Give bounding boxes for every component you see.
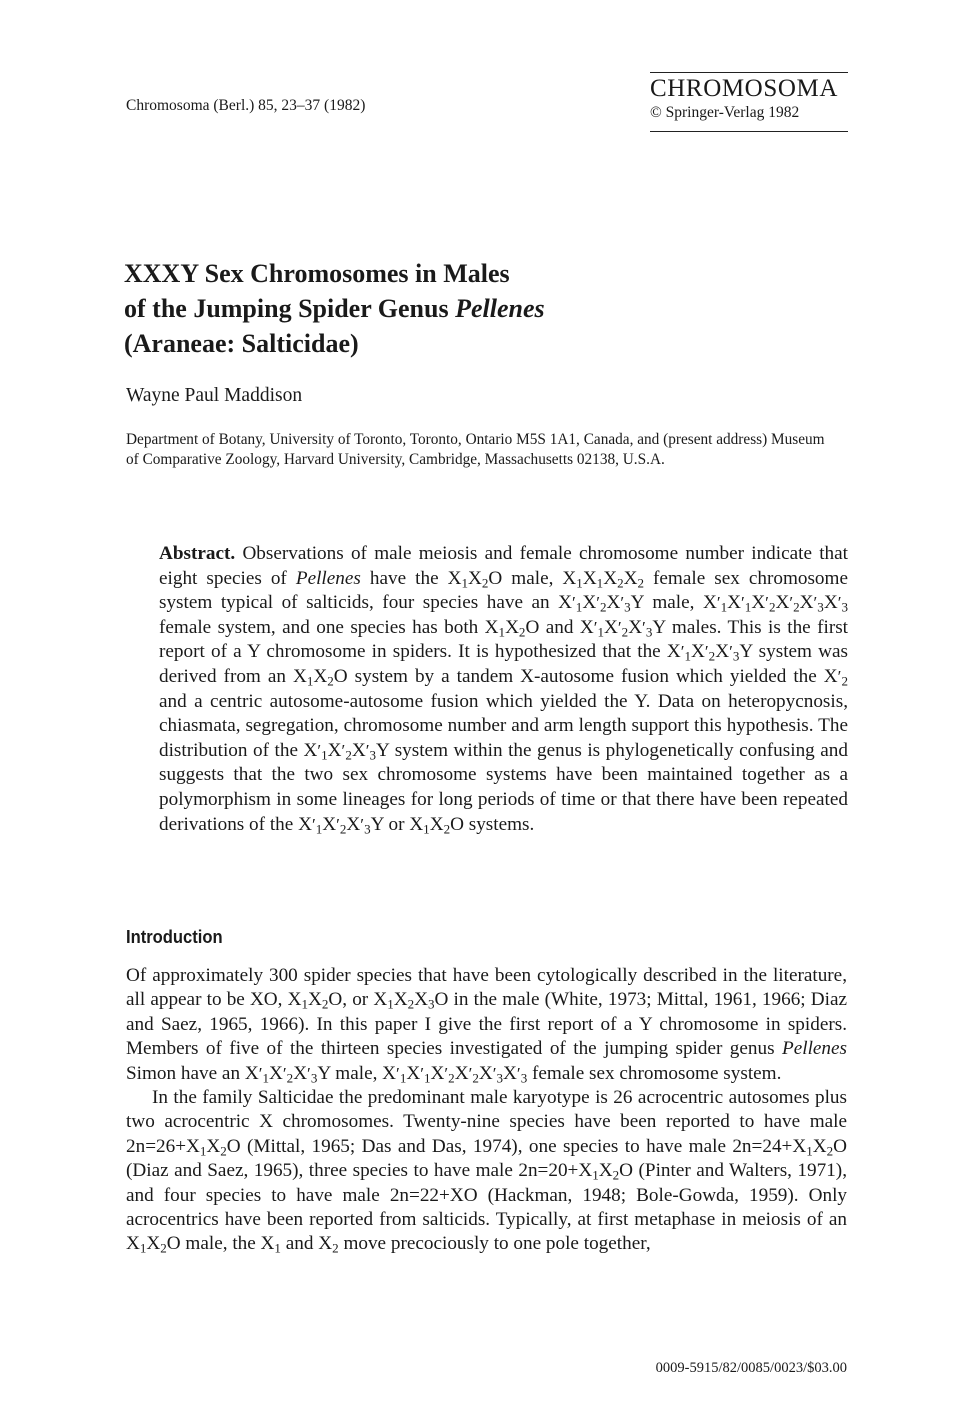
introduction-body: [126, 964, 847, 1257]
title-line-1: XXXY Sex Chromosomes in Males: [124, 259, 510, 288]
article-title: [124, 256, 824, 361]
author-name: Wayne Paul Maddison: [126, 385, 303, 406]
intro-paragraph-2: In the family Salticidae the predominant male karyotype is 26 acrocentric autosomes plus two acrocentric X chromosomes. Twenty-nine species have been reported to have male $2n=26+X_1X_2O$ (Mittal, 1965; Das and Das, 1974), one species to have male $2n=24+X_1X_2O$ (Diaz and Saez, 1965), three species to have male $2n=20+X_1X_2O$ (Pinter and Walters, 1971), and four species to have male 2n=22+XO (Hackman, 1948; Bole-Gowda, 1959). Only acrocentrics have been reported from salticids. Typically, at first metaphase in meiosis of an $X_1X_2O$ male, the $X_1$ and $X_2$ move precociously to one pole together,: [126, 1087, 847, 1257]
title-genus: Pellenes: [455, 294, 545, 323]
masthead-rule-bottom: [650, 131, 848, 132]
article-code: 0009-5915/82/0085/0023/$03.00: [655, 1360, 847, 1376]
journal-citation: Chromosoma (Berl.) 85, 23–37 (1982): [126, 97, 366, 114]
abstract-genus: Pellenes: [295, 567, 361, 589]
title-line-3: (Araneae: Salticidae): [124, 329, 359, 358]
masthead-rule-top: [650, 72, 848, 73]
title-line-2: [124, 291, 824, 326]
journal-name: CHROMOSOMA: [650, 75, 838, 102]
copyright-notice: © Springer-Verlag 1982: [650, 104, 800, 121]
intro-genus: Pellenes: [782, 1038, 847, 1060]
author-affiliation: Department of Botany, University of Toronto, Toronto, Ontario M5S 1A1, Canada, and (present address) Museum of Comparative Zoology, Harvard University, Cambridge, Massachusetts 02138, U.S.A.: [126, 431, 825, 468]
section-heading-introduction: Introduction: [126, 927, 223, 947]
journal-masthead: [650, 72, 848, 132]
title-line-2-prefix: of the Jumping Spider Genus: [124, 294, 456, 323]
abstract-label: Abstract.: [159, 543, 236, 564]
intro-paragraph-1: Of approximately 300 spider species that have been cytologically described in the literature, all appear to be XO, $X_1X_2O$, or $X_1X_2X_3O$ in the male (White, 1973; Mittal, 1961, 1966; Diaz and Saez, 1965, 1966). In this paper I give the first report of a Y chromosome in spiders. Members of five of the thirteen species investigated of the jumping spider genus Pellenes Simon have an $X'_1X'_2X'_3Y$ male, $X'_1X'_1X'_2X'_2X'_3X'_3$ female sex chromosome system.: [126, 965, 847, 1086]
abstract: Abstract. Observations of male meiosis and female chromosome number indicate that eight species of Pellenes have the $X_1X_2O$ male, $X_1X_1X_2X_2$ female sex chromosome system typical of salticids, four species have an $X'_1X'_2X'_3Y$ male, $X'_1X'_1X'_2X'_2X'_3X'_3$ female system, and one species has both $X_1X_2O$ and $X'_1X'_2X'_3Y$ males. This is the first report of a Y chromosome in spiders. It is hypothesized that the $X'_1X'_2X'_3Y$ system was derived from an $X_1X_2O$ system by a tandem X-autosome fusion which yielded the $X'_2$ and a centric autosome-autosome fusion which yielded the Y. Data on heteropycnosis, chiasmata, segregation, chromosome number and arm length support this hypothesis. The distribution of the $X'_1X'_2X'_3Y$ system within the genus is phylogenetically confusing and suggests that the two sex chromosome systems have been maintained together as a polymorphism in some lineages for long periods of time or that there have been repeated derivations of the $X'_1X'_2X'_3Y$ or $X_1X_2O$ systems.: [159, 543, 849, 837]
